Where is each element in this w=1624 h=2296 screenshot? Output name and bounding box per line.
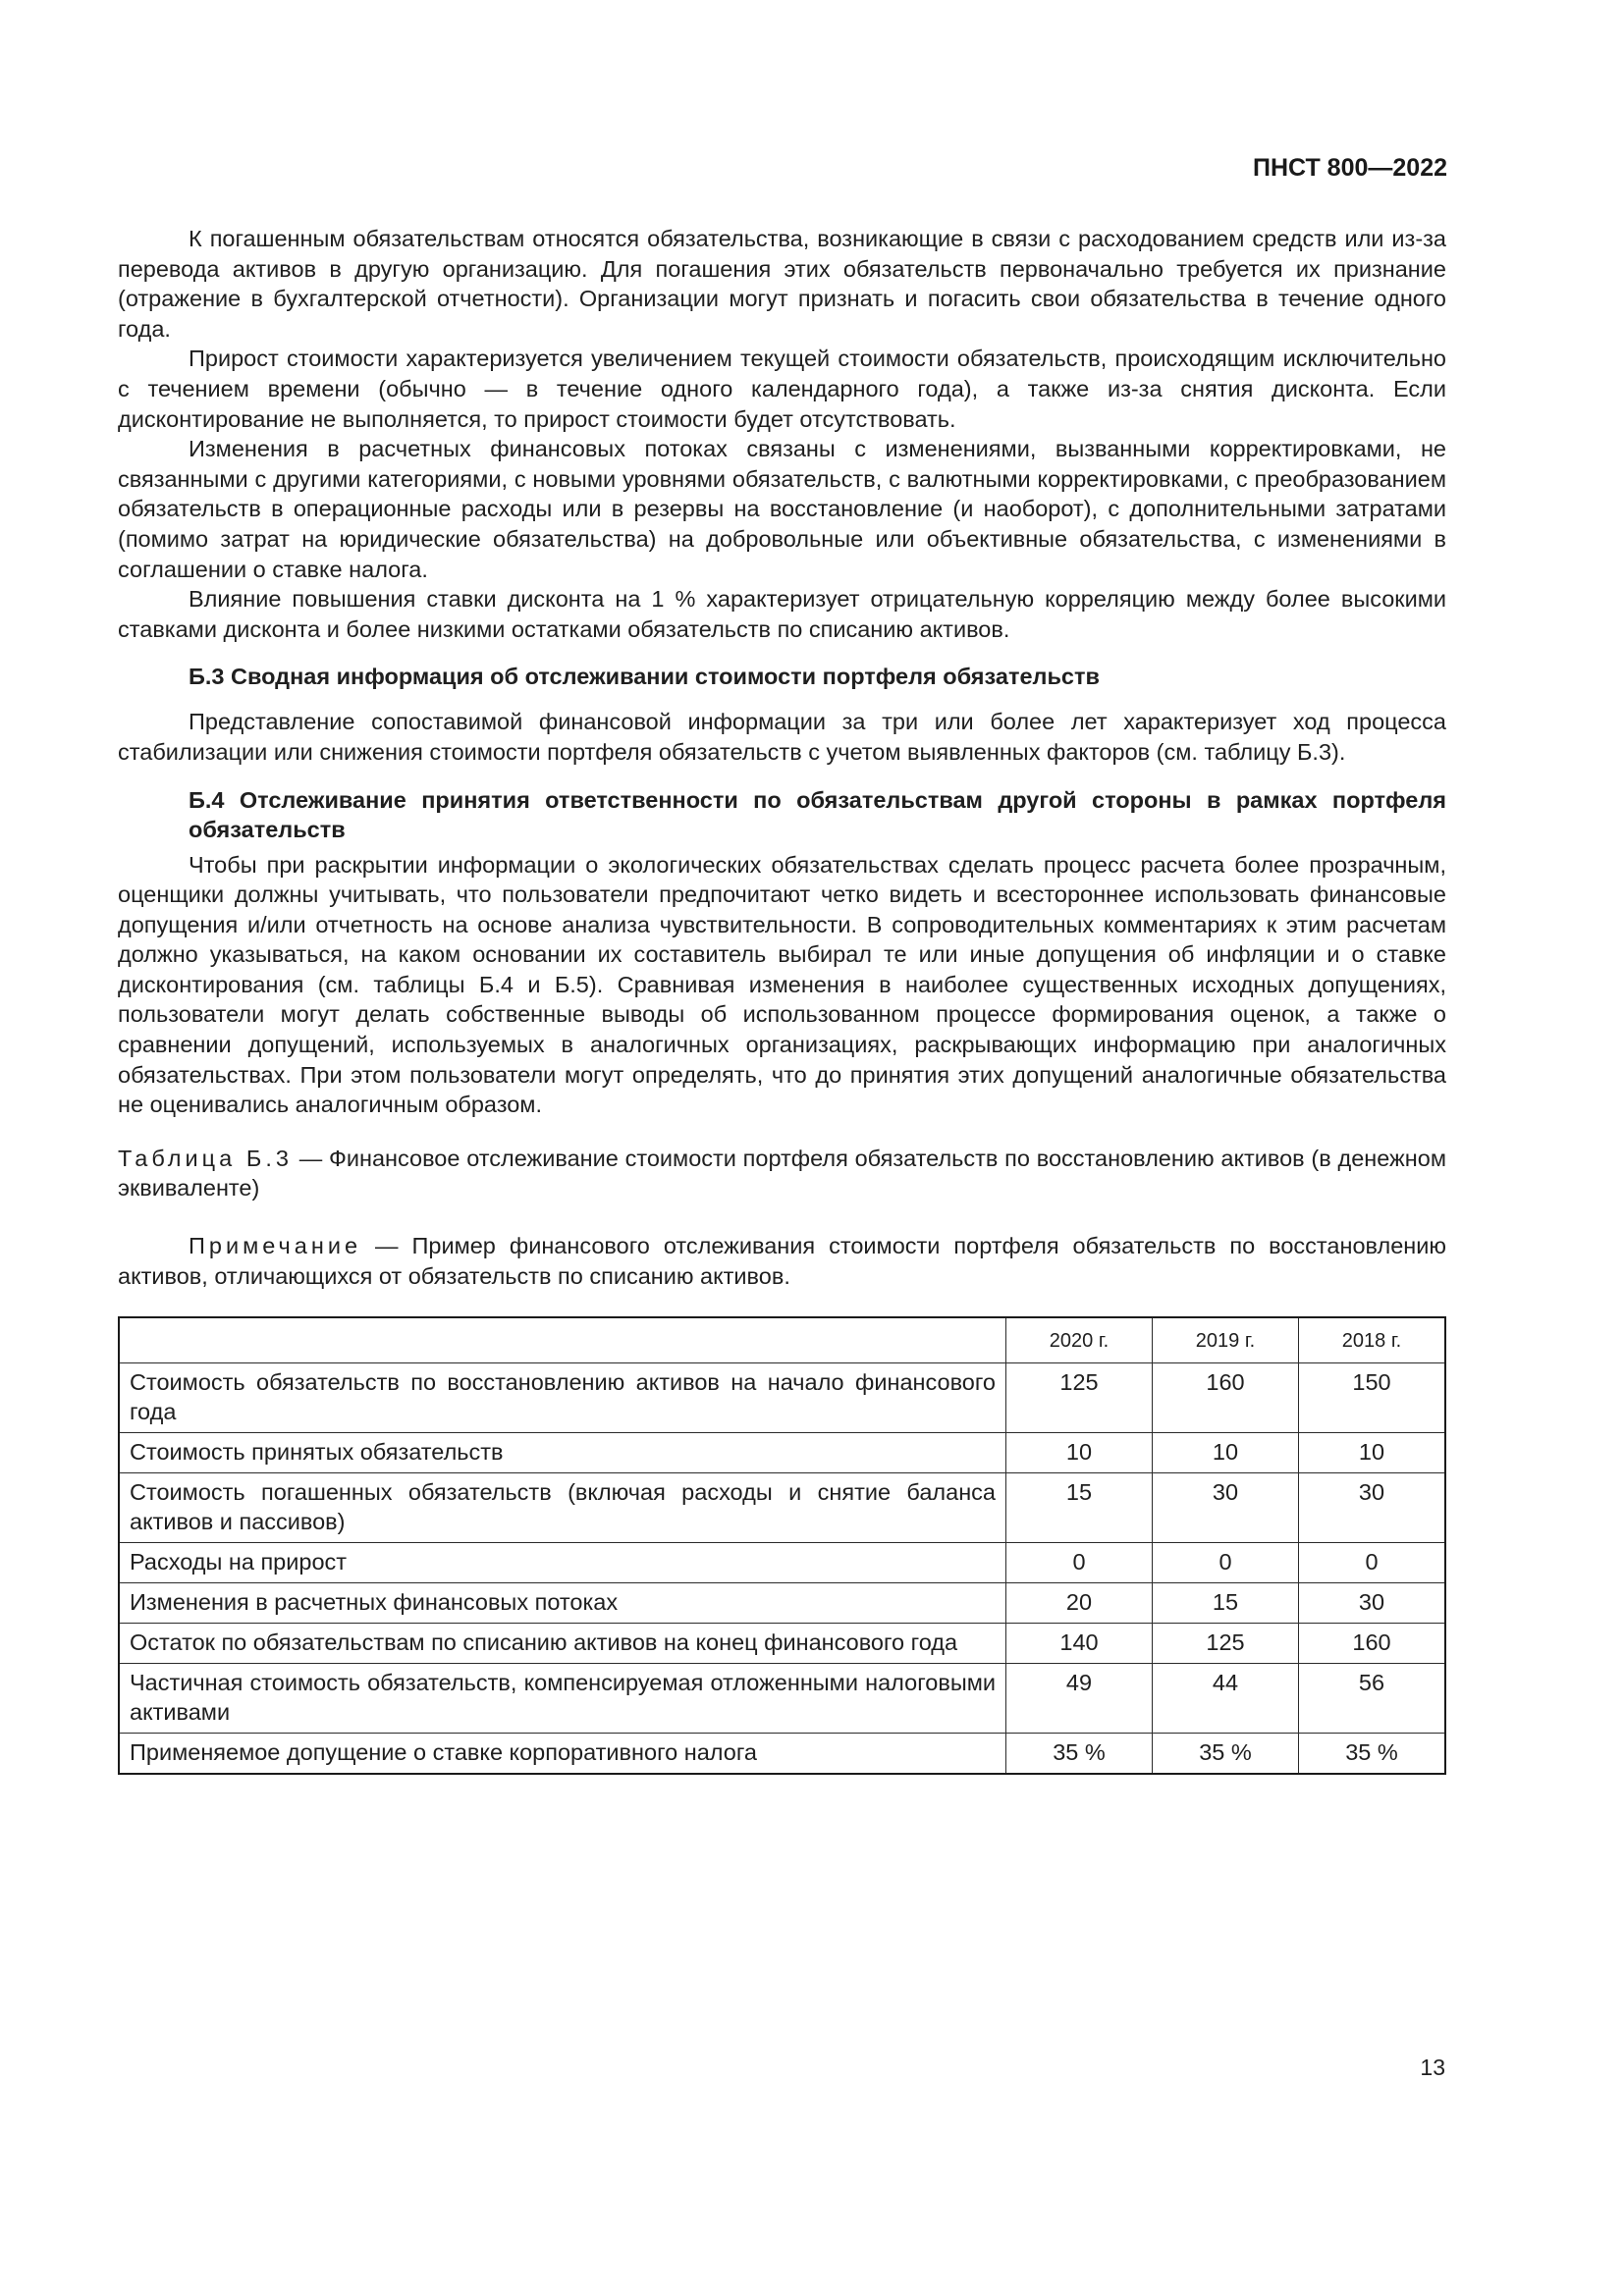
cell-value: 0 (1006, 1543, 1153, 1583)
table-caption-text: — Финансовое отслеживание стоимости портфеля обязательств по восстановлению активов (в денежном эквиваленте) (118, 1145, 1446, 1201)
cell-value: 150 (1299, 1363, 1446, 1433)
table-note (118, 1231, 1446, 1291)
cell-value: 35 % (1299, 1734, 1446, 1775)
table-header-cell (119, 1317, 1006, 1363)
table-row (119, 1473, 1445, 1543)
cell-value: 30 (1153, 1473, 1299, 1543)
paragraph: Прирост стоимости характеризуется увеличением текущей стоимости обязательств, происходящим исключительно с течением времени (обычно — в течение одного календарного года), а также из-за снятия дисконта. Если дисконтирование не выполняется, то прирост стоимости будет отсутствовать. (118, 346, 1446, 432)
table-row (119, 1734, 1445, 1775)
cell-value: 30 (1299, 1583, 1446, 1624)
table-row (119, 1664, 1445, 1734)
cell-value: 56 (1299, 1664, 1446, 1734)
paragraph: К погашенным обязательствам относятся обязательства, возникающие в связи с расходованием средств или из-за перевода активов в другую организацию. Для погашения этих обязательств первоначально требуется их признание (отражение в бухгалтерской отчетности). Организации могут признать и погасить свои обязательства в течение одного года. (118, 226, 1446, 342)
note-text: — Пример финансового отслеживания стоимости портфеля обязательств по восстановлению активов, отличающихся от обязательств по списанию активов. (118, 1233, 1446, 1289)
page-number: 13 (1420, 2055, 1445, 2080)
table-row (119, 1543, 1445, 1583)
table-header-cell: 2020 г. (1006, 1317, 1153, 1363)
cell-value: 160 (1299, 1624, 1446, 1664)
cell-value: 140 (1006, 1624, 1153, 1664)
row-label: Расходы на прирост (119, 1543, 1006, 1583)
row-label: Стоимость принятых обязательств (119, 1433, 1006, 1473)
section-heading-b4: Б.4 Отслеживание принятия ответственности по обязательствам другой стороны в рамках портфеля обязательств (189, 786, 1446, 842)
cell-value: 35 % (1153, 1734, 1299, 1775)
table-caption-label: Таблица Б.3 (118, 1145, 293, 1171)
section-heading-b3: Б.3 Сводная информация об отслеживании стоимости портфеля обязательств (189, 664, 1100, 690)
row-label: Стоимость погашенных обязательств (включая расходы и снятие баланса активов и пассивов) (119, 1473, 1006, 1543)
table-header-row (119, 1317, 1445, 1363)
table-header-cell: 2019 г. (1153, 1317, 1299, 1363)
cell-value: 30 (1299, 1473, 1446, 1543)
cell-value: 15 (1006, 1473, 1153, 1543)
cell-value: 0 (1299, 1543, 1446, 1583)
table-row (119, 1624, 1445, 1664)
table-row (119, 1583, 1445, 1624)
row-label: Частичная стоимость обязательств, компенсируемая отложенными налоговыми активами (119, 1664, 1006, 1734)
cell-value: 20 (1006, 1583, 1153, 1624)
row-label: Применяемое допущение о ставке корпоративного налога (119, 1734, 1006, 1775)
table-caption (118, 1144, 1446, 1203)
cell-value: 49 (1006, 1664, 1153, 1734)
cell-value: 10 (1006, 1433, 1153, 1473)
table-row (119, 1433, 1445, 1473)
standard-id: ПНСТ 800—2022 (1253, 154, 1447, 182)
row-label: Стоимость обязательств по восстановлению активов на начало финансового года (119, 1363, 1006, 1433)
cell-value: 44 (1153, 1664, 1299, 1734)
cell-value: 10 (1299, 1433, 1446, 1473)
cell-value: 15 (1153, 1583, 1299, 1624)
cell-value: 125 (1153, 1624, 1299, 1664)
cell-value: 0 (1153, 1543, 1299, 1583)
table-header-cell: 2018 г. (1299, 1317, 1446, 1363)
row-label: Остаток по обязательствам по списанию активов на конец финансового года (119, 1624, 1006, 1664)
paragraph: Представление сопоставимой финансовой информации за три или более лет характеризует ход процесса стабилизации или снижения стоимости портфеля обязательств с учетом выявленных факторов (см. таблицу Б.3). (118, 709, 1446, 765)
row-label: Изменения в расчетных финансовых потоках (119, 1583, 1006, 1624)
cell-value: 160 (1153, 1363, 1299, 1433)
page-body (118, 224, 1446, 1775)
cell-value: 125 (1006, 1363, 1153, 1433)
paragraph: Чтобы при раскрытии информации о экологических обязательствах сделать процесс расчета более прозрачным, оценщики должны учитывать, что пользователи предпочитают четко видеть и всестороннее использовать финансовые допущения и/или отчетность на основе анализа чувствительности. В сопроводительных комментариях к этим расчетам должно указываться, на каком основании их составитель выбирал те или иные допущения об инфляции и о ставке дисконтирования (см. таблицы Б.4 и Б.5). Сравнивая изменения в наиболее существенных исходных допущениях, пользователи могут делать собственные выводы об использованном процессе формирования оценок, а также о сравнении допущений, используемых в аналогичных организациях, раскрывающих информацию при аналогичных обязательствах. При этом пользователи могут определять, что до принятия этих допущений аналогичные обязательства не оценивались аналогичным образом. (118, 851, 1446, 1118)
table-row (119, 1363, 1445, 1433)
note-label: Примечание (189, 1233, 362, 1259)
paragraph: Влияние повышения ставки дисконта на 1 % характеризует отрицательную корреляцию между более высокими ставками дисконта и более низкими остатками обязательств по списанию активов. (118, 586, 1446, 642)
cell-value: 10 (1153, 1433, 1299, 1473)
paragraph: Изменения в расчетных финансовых потоках связаны с изменениями, вызванными корректировками, не связанными с другими категориями, с новыми уровнями обязательств, с валютными корректировками, с преобразованием обязательств в операционные расходы или в резервы на восстановление (и наоборот), с дополнительными затратами (помимо затрат на юридические обязательства) на добровольные или объективные обязательства, с изменениями в соглашении о ставке налога. (118, 436, 1446, 582)
data-table (118, 1316, 1446, 1775)
cell-value: 35 % (1006, 1734, 1153, 1775)
